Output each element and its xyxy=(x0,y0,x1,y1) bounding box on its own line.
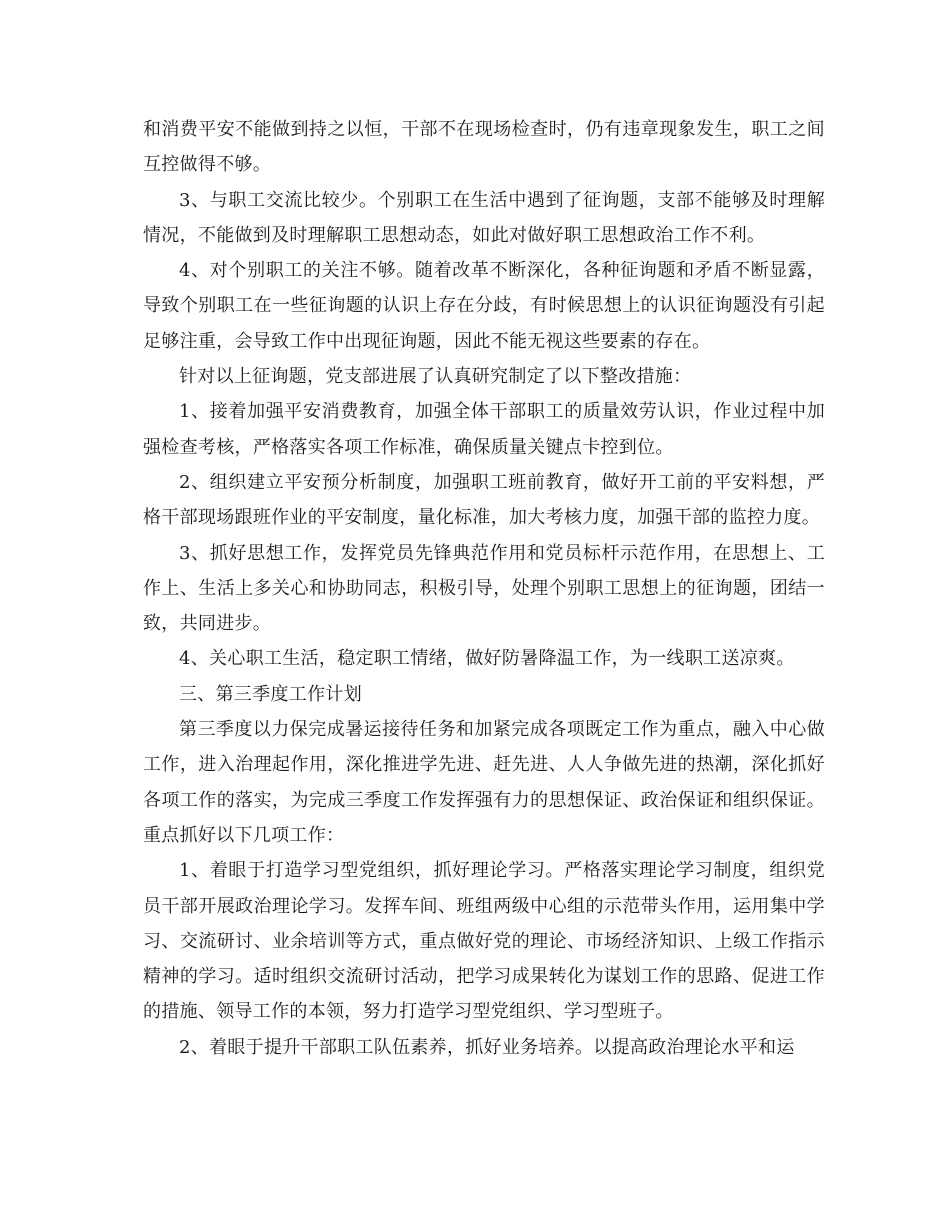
paragraph-q3-overview: 第三季度以力保完成暑运接待任务和加紧完成各项既定工作为重点，融入中心做工作，进入治理起作用，深化推进学先进、赶先进、人人争做先进的热潮，深化抓好各项工作的落实，为完成三季度工作发挥强有力的思想保证、政治保证和组织保证。重点抓好以下几项工作： xyxy=(143,719,825,846)
paragraph-plan-2: 2、着眼于提升干部职工队伍素养，抓好业务培养。以提高政治理论水平和运 xyxy=(179,1036,795,1058)
paragraph-measure-3: 3、抓好思想工作，发挥党员先锋典范作用和党员标杆示范作用，在思想上、工作上、生活上多关心和协助同志，积极引导，处理个别职工思想上的征询题，团结一致，共同进步。 xyxy=(143,542,825,635)
paragraph-issue-3: 3、与职工交流比较少。个别职工在生活中遇到了征询题，支部不能够及时理解情况，不能做到及时理解职工思想动态，如此对做好职工思想政治工作不利。 xyxy=(143,189,825,246)
paragraph-measure-1: 1、接着加强平安消费教育，加强全体干部职工的质量效劳认识，作业过程中加强检查考核，严格落实各项工作标准，确保质量关键点卡控到位。 xyxy=(143,401,825,458)
paragraph-measures-intro: 针对以上征询题，党支部进展了认真研究制定了以下整改措施： xyxy=(179,366,692,388)
paragraph-issue-4: 4、对个别职工的关注不够。随着改革不断深化，各种征询题和矛盾不断显露，导致个别职工在一些征询题的认识上存在分歧，有时候思想上的认识征询题没有引起足够注重，会导致工作中出现征询题，因此不能无视这些要素的存在。 xyxy=(143,260,825,352)
section-heading-q3-plan: 三、第三季度工作计划 xyxy=(179,683,362,705)
paragraph-continuation: 和消费平安不能做到持之以恒，干部不在现场检查时，仍有违章现象发生，职工之间互控做得不够。 xyxy=(143,119,825,176)
document-body xyxy=(143,112,825,1065)
paragraph-plan-1: 1、着眼于打造学习型党组织，抓好理论学习。严格落实理论学习制度，组织党员干部开展政治理论学习。发挥车间、班组两级中心组的示范带头作用，运用集中学习、交流研讨、业余培训等方式，重点做好党的理论、市场经济知识、上级工作指示精神的学习。适时组织交流研讨活动，把学习成果转化为谋划工作的思路、促进工作的措施、领导工作的本领，努力打造学习型党组织、学习型班子。 xyxy=(143,860,825,1023)
paragraph-measure-4: 4、关心职工生活，稳定职工情绪，做好防暑降温工作，为一线职工送凉爽。 xyxy=(179,648,795,670)
paragraph-measure-2: 2、组织建立平安预分析制度，加强职工班前教育，做好开工前的平安料想，严格干部现场跟班作业的平安制度，量化标准，加大考核力度，加强干部的监控力度。 xyxy=(143,471,825,529)
